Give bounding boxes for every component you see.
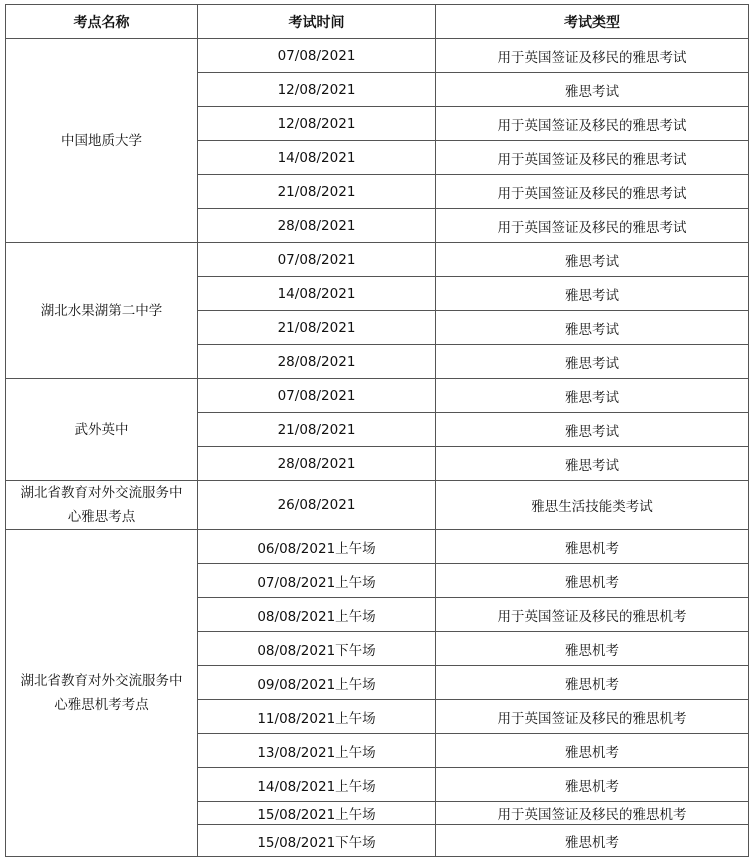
type-cell: 雅思机考: [436, 825, 749, 857]
site-cell: 武外英中: [6, 379, 198, 481]
time-cell: 11/08/2021上午场: [198, 700, 436, 734]
time-cell: 06/08/2021上午场: [198, 530, 436, 564]
header-site: 考点名称: [6, 5, 198, 39]
type-cell: 雅思考试: [436, 243, 749, 277]
header-time: 考试时间: [198, 5, 436, 39]
type-cell: 雅思考试: [436, 73, 749, 107]
time-cell: 21/08/2021: [198, 175, 436, 209]
time-cell: 07/08/2021: [198, 379, 436, 413]
header-row: [6, 5, 749, 39]
time-cell: 21/08/2021: [198, 311, 436, 345]
time-cell: 28/08/2021: [198, 345, 436, 379]
site-cell: 湖北省教育对外交流服务中心雅思机考考点: [6, 530, 198, 857]
table-row: [6, 39, 749, 73]
time-cell: 07/08/2021: [198, 243, 436, 277]
time-cell: 08/08/2021下午场: [198, 632, 436, 666]
time-cell: 14/08/2021上午场: [198, 768, 436, 802]
time-cell: 08/08/2021上午场: [198, 598, 436, 632]
type-cell: 雅思考试: [436, 311, 749, 345]
site-cell: 湖北水果湖第二中学: [6, 243, 198, 379]
type-cell: 雅思机考: [436, 768, 749, 802]
type-cell: 雅思考试: [436, 277, 749, 311]
site-cell: 中国地质大学: [6, 39, 198, 243]
time-cell: 14/08/2021: [198, 141, 436, 175]
table-row: [6, 481, 749, 530]
type-cell: 雅思机考: [436, 734, 749, 768]
time-cell: 21/08/2021: [198, 413, 436, 447]
type-cell: 雅思机考: [436, 564, 749, 598]
type-cell: 用于英国签证及移民的雅思考试: [436, 107, 749, 141]
type-cell: 用于英国签证及移民的雅思考试: [436, 175, 749, 209]
type-cell: 用于英国签证及移民的雅思机考: [436, 598, 749, 632]
type-cell: 雅思机考: [436, 530, 749, 564]
type-cell: 雅思考试: [436, 345, 749, 379]
type-cell: 用于英国签证及移民的雅思考试: [436, 209, 749, 243]
type-cell: 雅思考试: [436, 447, 749, 481]
time-cell: 26/08/2021: [198, 481, 436, 530]
time-cell: 13/08/2021上午场: [198, 734, 436, 768]
type-cell: 用于英国签证及移民的雅思考试: [436, 141, 749, 175]
time-cell: 09/08/2021上午场: [198, 666, 436, 700]
time-cell: 15/08/2021上午场: [198, 802, 436, 825]
exam-schedule-table: [5, 4, 749, 857]
type-cell: 雅思生活技能类考试: [436, 481, 749, 530]
type-cell: 雅思考试: [436, 379, 749, 413]
header-type: 考试类型: [436, 5, 749, 39]
table-row: [6, 530, 749, 564]
time-cell: 14/08/2021: [198, 277, 436, 311]
time-cell: 12/08/2021: [198, 107, 436, 141]
type-cell: 用于英国签证及移民的雅思考试: [436, 39, 749, 73]
time-cell: 15/08/2021下午场: [198, 825, 436, 857]
table-row: [6, 379, 749, 413]
type-cell: 用于英国签证及移民的雅思机考: [436, 802, 749, 825]
type-cell: 用于英国签证及移民的雅思机考: [436, 700, 749, 734]
site-cell: 湖北省教育对外交流服务中心雅思考点: [6, 481, 198, 530]
time-cell: 28/08/2021: [198, 209, 436, 243]
time-cell: 28/08/2021: [198, 447, 436, 481]
time-cell: 07/08/2021: [198, 39, 436, 73]
type-cell: 雅思机考: [436, 632, 749, 666]
table-row: [6, 243, 749, 277]
time-cell: 07/08/2021上午场: [198, 564, 436, 598]
time-cell: 12/08/2021: [198, 73, 436, 107]
type-cell: 雅思机考: [436, 666, 749, 700]
type-cell: 雅思考试: [436, 413, 749, 447]
